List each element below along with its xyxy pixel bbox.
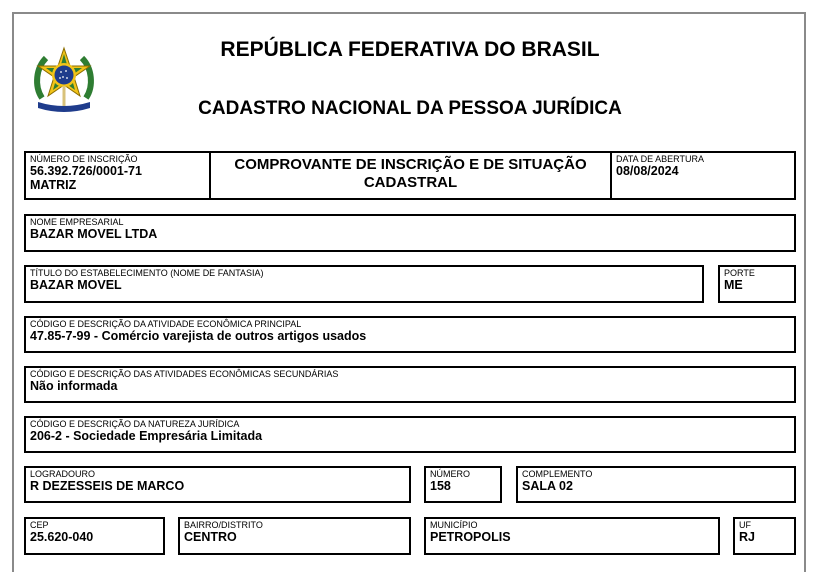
inscricao-label: NÚMERO DE INSCRIÇÃO <box>30 154 138 164</box>
page-title: REPÚBLICA FEDERATIVA DO BRASIL <box>220 38 600 61</box>
numero-value: 158 <box>430 479 451 493</box>
titulo-estabelecimento-label: TÍTULO DO ESTABELECIMENTO (NOME DE FANTASIA) <box>30 268 264 278</box>
comprovante-box <box>209 151 612 200</box>
municipio-value: PETROPOLIS <box>430 530 511 544</box>
municipio-label: MUNICÍPIO <box>430 520 478 530</box>
uf-label: UF <box>739 520 751 530</box>
complemento-value: SALA 02 <box>522 479 573 493</box>
page-subtitle: CADASTRO NACIONAL DA PESSOA JURÍDICA <box>198 98 622 119</box>
bairro-label: BAIRRO/DISTRITO <box>184 520 263 530</box>
inscricao-tipo: MATRIZ <box>30 178 77 192</box>
porte-box <box>718 265 796 303</box>
municipio-box <box>424 517 720 555</box>
comprovante-title-line2: CADASTRAL <box>363 174 458 191</box>
cep-value: 25.620-040 <box>30 530 94 544</box>
numero-box <box>424 466 502 503</box>
natureza-juridica-value: 206-2 - Sociedade Empresária Limitada <box>30 429 263 443</box>
natureza-juridica-box <box>24 416 796 453</box>
complemento-box <box>516 466 796 503</box>
abertura-value: 08/08/2024 <box>616 164 679 178</box>
nome-empresarial-label: NOME EMPRESARIAL <box>30 217 124 227</box>
logradouro-label: LOGRADOURO <box>30 469 96 479</box>
nome-empresarial-value: BAZAR MOVEL LTDA <box>30 227 158 241</box>
comprovante-title-line1: COMPROVANTE DE INSCRIÇÃO E DE SITUAÇÃO <box>234 156 587 173</box>
atividades-secundarias-value: Não informada <box>30 379 118 393</box>
uf-box <box>733 517 796 555</box>
titulo-estabelecimento-box <box>24 265 704 303</box>
uf-value: RJ <box>739 530 755 544</box>
inscricao-numero: 56.392.726/0001-71 <box>30 164 142 178</box>
numero-label: NÚMERO <box>430 469 470 479</box>
atividade-principal-box <box>24 316 796 353</box>
inscricao-box <box>24 151 211 200</box>
nome-empresarial-box <box>24 214 796 252</box>
atividades-secundarias-label: CÓDIGO E DESCRIÇÃO DAS ATIVIDADES ECONÔMICAS SECUNDÁRIAS <box>30 369 339 379</box>
cep-box <box>24 517 165 555</box>
atividade-principal-value: 47.85-7-99 - Comércio varejista de outros artigos usados <box>30 329 367 343</box>
logradouro-box <box>24 466 411 503</box>
logradouro-value: R DEZESSEIS DE MARCO <box>30 479 185 493</box>
bairro-value: CENTRO <box>184 530 237 544</box>
atividades-secundarias-box <box>24 366 796 403</box>
titulo-estabelecimento-value: BAZAR MOVEL <box>30 278 122 292</box>
natureza-juridica-label: CÓDIGO E DESCRIÇÃO DA NATUREZA JURÍDICA <box>30 419 240 429</box>
abertura-label: DATA DE ABERTURA <box>616 154 705 164</box>
cep-label: CEP <box>30 520 49 530</box>
porte-value: ME <box>724 278 743 292</box>
bairro-box <box>178 517 411 555</box>
atividade-principal-label: CÓDIGO E DESCRIÇÃO DA ATIVIDADE ECONÔMICA PRINCIPAL <box>30 319 302 329</box>
porte-label: PORTE <box>724 268 755 278</box>
complemento-label: COMPLEMENTO <box>522 469 593 479</box>
abertura-box <box>610 151 796 200</box>
